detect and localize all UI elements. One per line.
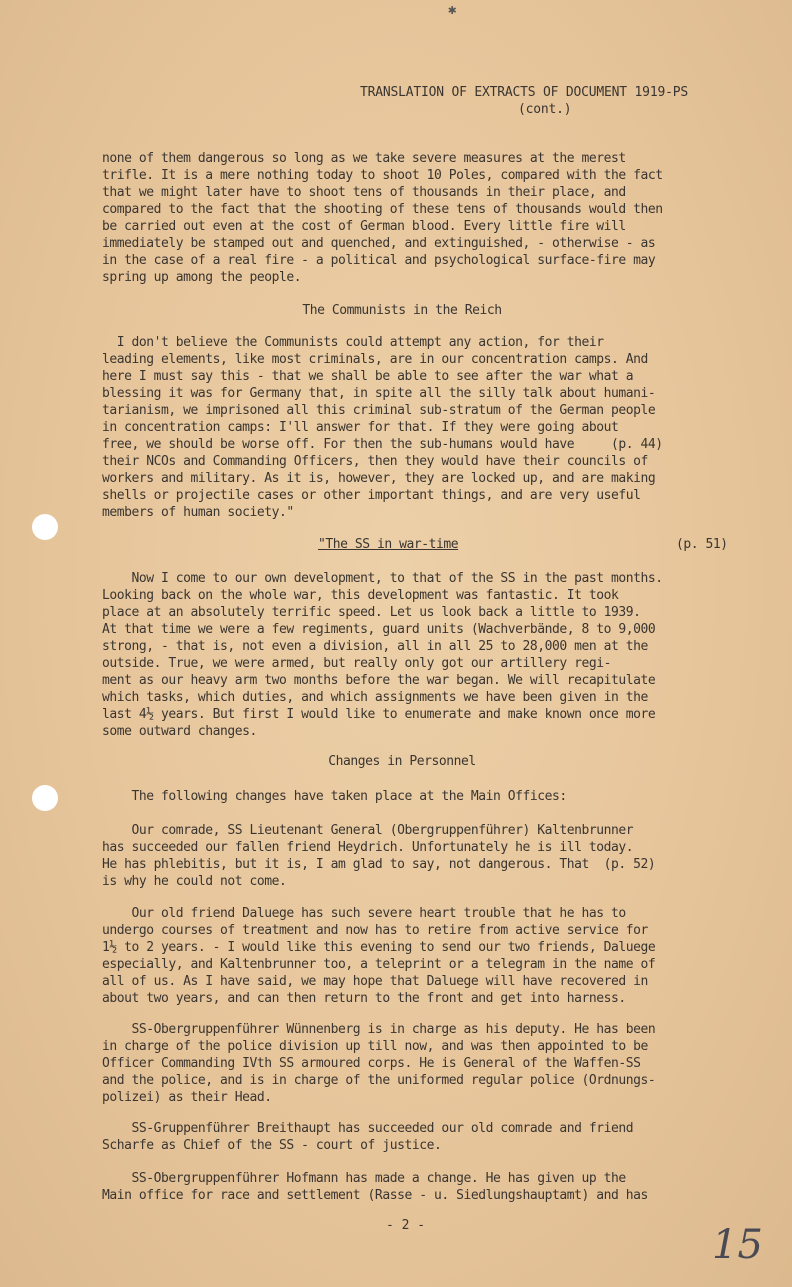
text-line: Looking back on the whole war, this development was fantastic. It took [102, 588, 619, 603]
text-line: outside. True, we were armed, but really only got our artillery regi- [102, 656, 611, 671]
text-line: I don't believe the Communists could attempt any action, for their [102, 335, 604, 350]
text-line: polizei) as their Head. [102, 1090, 272, 1105]
text-line: all of us. As I have said, we may hope that Daluege will have recovered in [102, 974, 648, 989]
handwritten-page-number: 15 [712, 1222, 763, 1268]
text-line: Our old friend Daluege has such severe heart trouble that he has to [102, 906, 626, 921]
page-number: - 2 - [386, 1218, 426, 1233]
text-line: about two years, and can then return to the front and get into harness. [102, 991, 626, 1006]
text-line: blessing it was for Germany that, in spite all the silly talk about humani- [102, 386, 656, 401]
text-line: compared to the fact that the shooting of these tens of thousands would then [102, 202, 663, 217]
text-line: The following changes have taken place at the Main Offices: [102, 789, 567, 804]
text-line: undergo courses of treatment and now has to retire from active service for [102, 923, 648, 938]
document-header [360, 84, 760, 118]
header-subtitle: (cont.) [518, 102, 572, 117]
text-line: especially, and Kaltenbrunner too, a teleprint or a telegram in the name of [102, 957, 656, 972]
text-line: trifle. It is a mere nothing today to shoot 10 Poles, compared with the fact [102, 168, 663, 183]
text-line: has succeeded our fallen friend Heydrich. Unfortunately he is ill today. [102, 840, 634, 855]
text-line: in concentration camps: I'll answer for that. If they were going about [102, 420, 619, 435]
text-line: At that time we were a few regiments, guard units (Wachverbände, 8 to 9,000 [102, 622, 656, 637]
text-line: shells or projectile cases or other important things, and are very useful [102, 488, 641, 503]
staple-mark: ✱ [448, 2, 457, 18]
text-line: in the case of a real fire - a political and psychological surface-fire may [102, 253, 656, 268]
header-title: TRANSLATION OF EXTRACTS OF DOCUMENT 1919-PS [360, 85, 688, 100]
text-line: and the police, and is in charge of the uniformed regular police (Ordnungs- [102, 1073, 656, 1088]
text-line: SS-Gruppenführer Breithaupt has succeeded our old comrade and friend [102, 1121, 634, 1136]
text-line: Now I come to our own development, to that of the SS in the past months. [102, 571, 663, 586]
section-heading-personnel: Changes in Personnel [328, 754, 476, 769]
text-line: in charge of the police division up till now, and was then appointed to be [102, 1039, 648, 1054]
text-line: Main office for race and settlement (Rasse - u. Siedlungshauptamt) and has [102, 1188, 648, 1203]
text-line: that we might later have to shoot tens of thousands in their place, and [102, 185, 626, 200]
text-line: spring up among the people. [102, 270, 302, 285]
section-heading-communists: The Communists in the Reich [302, 303, 502, 318]
text-line: 1½ to 2 years. - I would like this evening to send our two friends, Daluege [102, 940, 656, 955]
text-line: strong, - that is, not even a division, all in all 25 to 28,000 men at the [102, 639, 648, 654]
text-line: here I must say this - that we shall be able to see after the war what a [102, 369, 634, 384]
punch-hole [32, 785, 58, 811]
text-line: their NCOs and Commanding Officers, then they would have their councils of [102, 454, 648, 469]
punch-hole [32, 514, 58, 540]
text-line: leading elements, like most criminals, are in our concentration camps. And [102, 352, 648, 367]
text-line: some outward changes. [102, 724, 257, 739]
text-line: SS-Obergruppenführer Hofmann has made a change. He has given up the [102, 1171, 626, 1186]
text-line: none of them dangerous so long as we take severe measures at the merest [102, 151, 626, 166]
text-line: tarianism, we imprisoned all this criminal sub-stratum of the German people [102, 403, 656, 418]
text-line: place at an absolutely terrific speed. Let us look back a little to 1939. [102, 605, 641, 620]
text-line: is why he could not come. [102, 874, 287, 889]
text-line: be carried out even at the cost of German blood. Every little fire will [102, 219, 626, 234]
section-heading-ss: "The SS in war-time [318, 537, 459, 552]
text-line: free, we should be worse off. For then the sub-humans would have (p. 44) [102, 437, 663, 452]
text-line: immediately be stamped out and quenched, and extinguished, - otherwise - as [102, 236, 656, 251]
text-line: Scharfe as Chief of the SS - court of justice. [102, 1138, 442, 1153]
text-line: Officer Commanding IVth SS armoured corps. He is General of the Waffen-SS [102, 1056, 641, 1071]
text-line: Our comrade, SS Lieutenant General (Obergruppenführer) Kaltenbrunner [102, 823, 634, 838]
text-line: workers and military. As it is, however, they are locked up, and are making [102, 471, 656, 486]
text-line: last 4½ years. But first I would like to enumerate and make known once more [102, 707, 656, 722]
text-line: SS-Obergruppenführer Wünnenberg is in charge as his deputy. He has been [102, 1022, 656, 1037]
text-line: ment as our heavy arm two months before the war began. We will recapitulate [102, 673, 656, 688]
text-line: He has phlebitis, but it is, I am glad to say, not dangerous. That (p. 52) [102, 857, 656, 872]
text-line: members of human society." [102, 505, 294, 520]
text-line: which tasks, which duties, and which assignments we have been given in the [102, 690, 648, 705]
page-reference: (p. 51) [676, 537, 728, 552]
